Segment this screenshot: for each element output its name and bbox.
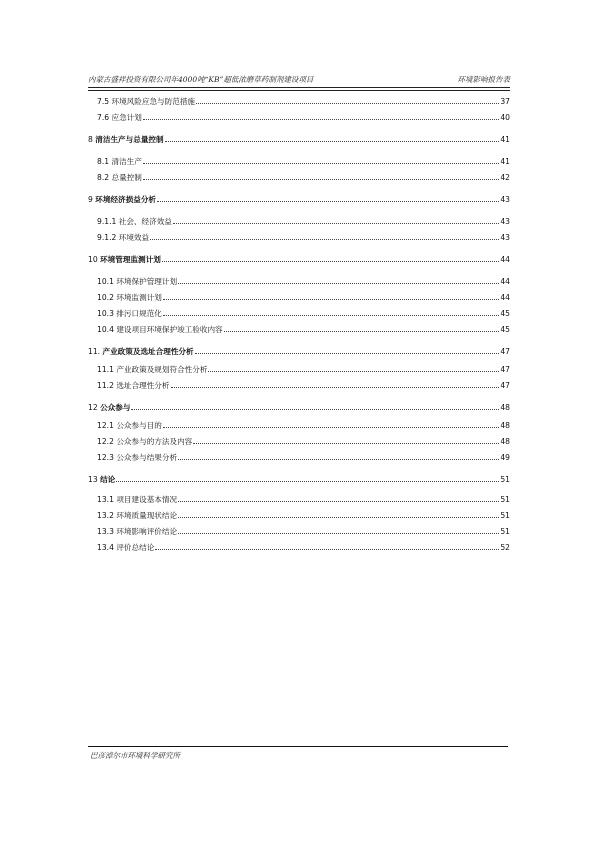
toc-entry-title: 结论: [100, 475, 116, 484]
toc-dot-leader: [208, 371, 499, 372]
toc-page-number: 43: [500, 233, 510, 242]
toc-entry-label: [88, 135, 164, 144]
toc-page-number: 51: [500, 495, 510, 504]
toc-page-number: 41: [500, 135, 510, 144]
toc-dot-leader: [143, 119, 499, 120]
toc-section-entry[interactable]: [88, 492, 510, 504]
toc-dot-leader: [178, 517, 499, 518]
toc-entry-number: 9: [88, 195, 93, 204]
toc-page-number: 42: [500, 173, 510, 182]
toc-entry-label: [88, 195, 156, 204]
toc-page-number: 45: [500, 325, 510, 334]
toc-entry-number: 9.1.1: [97, 217, 117, 226]
toc-entry-label: [97, 157, 142, 166]
toc-section-entry[interactable]: [88, 274, 510, 286]
toc-section-entry[interactable]: [88, 94, 510, 106]
toc-entry-title: 公众参与结果分析: [116, 453, 178, 462]
toc-entry-label: [97, 233, 149, 242]
toc-section-entry[interactable]: [88, 524, 510, 536]
toc-entry-number: 10.1: [97, 277, 114, 286]
toc-entry-number: 12.1: [97, 421, 114, 430]
toc-entry-title: 评价总结论: [116, 543, 155, 552]
toc-entry-label: [97, 293, 162, 302]
toc-entry-title: 环境质量现状结论: [116, 511, 178, 520]
toc-entry-number: 12: [88, 403, 98, 412]
toc-page-number: 48: [500, 421, 510, 430]
toc-section-entry[interactable]: [88, 230, 510, 242]
toc-dot-leader: [143, 163, 499, 164]
toc-entry-label: [97, 453, 177, 462]
toc-dot-leader: [116, 481, 499, 482]
toc-dot-leader: [157, 201, 499, 202]
toc-entry-title: 环境保护管理计划: [116, 277, 178, 286]
toc-dot-leader: [178, 501, 499, 502]
toc-entry-label: [97, 437, 192, 446]
toc-dot-leader: [165, 141, 500, 142]
toc-dot-leader: [196, 103, 499, 104]
header-rule: [88, 87, 510, 91]
toc-page-number: 51: [500, 511, 510, 520]
toc-entry-label: [97, 277, 177, 286]
toc-page-number: 37: [500, 97, 510, 106]
toc-entry-number: 13.4: [97, 543, 114, 552]
toc-entry-label: [97, 511, 177, 520]
toc-chapter-entry[interactable]: [88, 252, 510, 264]
toc-page-number: 44: [500, 277, 510, 286]
toc-page-number: 43: [500, 217, 510, 226]
toc-entry-label: [97, 543, 154, 552]
toc-section-entry[interactable]: [88, 306, 510, 318]
toc-entry-title: 应急计划: [111, 113, 142, 122]
toc-chapter-entry[interactable]: [88, 192, 510, 204]
toc-section-entry[interactable]: [88, 362, 510, 374]
toc-entry-title: 公众参与目的: [116, 421, 162, 430]
footer-organization: 巴彦淖尔市环境科学研究所: [90, 751, 180, 760]
toc-chapter-entry[interactable]: [88, 132, 510, 144]
toc-entry-title: 公众参与: [100, 403, 131, 412]
toc-chapter-entry[interactable]: [88, 344, 510, 356]
toc-section-entry[interactable]: [88, 540, 510, 552]
toc-entry-title: 清洁生产: [111, 157, 142, 166]
toc-entry-title: 选址合理性分析: [116, 381, 170, 390]
toc-entry-title: 项目建设基本情况: [116, 495, 178, 504]
toc-page-number: 41: [500, 157, 510, 166]
toc-dot-leader: [163, 427, 499, 428]
toc-section-entry[interactable]: [88, 154, 510, 166]
toc-section-entry[interactable]: [88, 508, 510, 520]
toc-dot-leader: [155, 549, 499, 550]
toc-entry-title: 建设项目环境保护竣工验收内容: [116, 325, 223, 334]
toc-dot-leader: [171, 387, 500, 388]
toc-dot-leader: [193, 443, 499, 444]
toc-entry-number: 10.3: [97, 309, 114, 318]
toc-page-number: 44: [500, 293, 510, 302]
toc-entry-number: 11.1: [97, 365, 114, 374]
toc-page-number: 49: [500, 453, 510, 462]
toc-entry-label: [97, 421, 162, 430]
toc-dot-leader: [163, 315, 499, 316]
toc-chapter-entry[interactable]: [88, 400, 510, 412]
toc-dot-leader: [224, 331, 500, 332]
toc-entry-number: 13.1: [97, 495, 114, 504]
toc-page-number: 43: [500, 195, 510, 204]
toc-entry-title: 排污口规范化: [116, 309, 162, 318]
toc-entry-number: 8.2: [97, 173, 110, 182]
toc-entry-number: 13.2: [97, 511, 114, 520]
toc-entry-number: 7.6: [97, 113, 110, 122]
toc-entry-title: 环境经济损益分析: [95, 195, 157, 204]
toc-entry-title: 公众参与的方法及内容: [116, 437, 193, 446]
toc-entry-label: [97, 97, 195, 106]
toc-section-entry[interactable]: [88, 290, 510, 302]
toc-section-entry[interactable]: [88, 214, 510, 226]
toc-entry-title: 环境影响评价结论: [116, 527, 178, 536]
toc-dot-leader: [173, 223, 499, 224]
toc-chapter-entry[interactable]: [88, 472, 510, 484]
toc-entry-title: 环境风险应急与防范措施: [111, 97, 196, 106]
toc-entry-number: 11.: [88, 347, 101, 356]
toc-page-number: 51: [500, 475, 510, 484]
toc-page-number: 48: [500, 403, 510, 412]
toc-entry-label: [88, 255, 161, 264]
toc-dot-leader: [195, 353, 500, 354]
toc-section-entry[interactable]: [88, 418, 510, 430]
toc-dot-leader: [178, 459, 499, 460]
toc-section-entry[interactable]: [88, 450, 510, 462]
toc-section-entry[interactable]: [88, 434, 510, 446]
toc-page-number: 45: [500, 309, 510, 318]
toc-page-number: 44: [500, 255, 510, 264]
toc-entry-number: 8: [88, 135, 93, 144]
header-project-title: 内蒙古盛祥投资有限公司年4000吨“KB”超低浓磨草药制剂建设项目: [88, 75, 314, 84]
toc-entry-number: 9.1.2: [97, 233, 117, 242]
toc-dot-leader: [131, 409, 499, 410]
toc-entry-label: [97, 113, 142, 122]
toc-dot-leader: [162, 261, 499, 262]
toc-dot-leader: [178, 283, 499, 284]
toc-entry-title: 环境管理监测计划: [100, 255, 161, 264]
toc-entry-title: 总量控制: [111, 173, 142, 182]
toc-page-number: 47: [500, 381, 510, 390]
toc-entry-number: 13: [88, 475, 98, 484]
toc-entry-label: [97, 381, 170, 390]
toc-page-number: 48: [500, 437, 510, 446]
toc-entry-title: 环境监测计划: [116, 293, 162, 302]
toc-entry-number: 13.3: [97, 527, 114, 536]
toc-dot-leader: [178, 533, 499, 534]
toc-entry-label: [88, 475, 115, 484]
toc-entry-title: 清洁生产与总量控制: [95, 135, 164, 144]
toc-page-number: 51: [500, 527, 510, 536]
toc-entry-label: [97, 173, 142, 182]
toc-dot-leader: [143, 179, 499, 180]
toc-entry-label: [97, 217, 172, 226]
toc-entry-title: 产业政策及规划符合性分析: [116, 365, 208, 374]
toc-entry-label: [97, 527, 177, 536]
toc-dot-leader: [163, 299, 499, 300]
toc-entry-label: [88, 347, 194, 356]
toc-page-number: 40: [500, 113, 510, 122]
toc-entry-label: [97, 495, 177, 504]
toc-entry-number: 12.3: [97, 453, 114, 462]
toc-entry-title: 社会、经济效益: [118, 217, 172, 226]
toc-entry-number: 12.2: [97, 437, 114, 446]
toc-entry-label: [97, 365, 207, 374]
toc-entry-label: [97, 325, 223, 334]
header-document-type: 环境影响报告表: [457, 75, 510, 84]
toc-entry-label: [88, 403, 130, 412]
toc-entry-number: 10.4: [97, 325, 114, 334]
toc-section-entry[interactable]: [88, 378, 510, 390]
toc-entry-number: 10: [88, 255, 98, 264]
toc-page-number: 47: [500, 347, 510, 356]
footer-rule: [88, 746, 508, 747]
toc-section-entry[interactable]: [88, 170, 510, 182]
page-header: [88, 74, 510, 86]
toc-entry-label: [97, 309, 162, 318]
toc-page-number: 47: [500, 365, 510, 374]
toc-entry-title: 环境效益: [118, 233, 150, 242]
toc-dot-leader: [150, 239, 499, 240]
toc-section-entry[interactable]: [88, 110, 510, 122]
toc-entry-number: 10.2: [97, 293, 114, 302]
toc-entry-number: 11.2: [97, 381, 114, 390]
toc-section-entry[interactable]: [88, 322, 510, 334]
toc-entry-number: 7.5: [97, 97, 110, 106]
toc-entry-title: 产业政策及选址合理性分析: [102, 347, 194, 356]
toc-entry-number: 8.1: [97, 157, 110, 166]
toc-page-number: 52: [500, 543, 510, 552]
